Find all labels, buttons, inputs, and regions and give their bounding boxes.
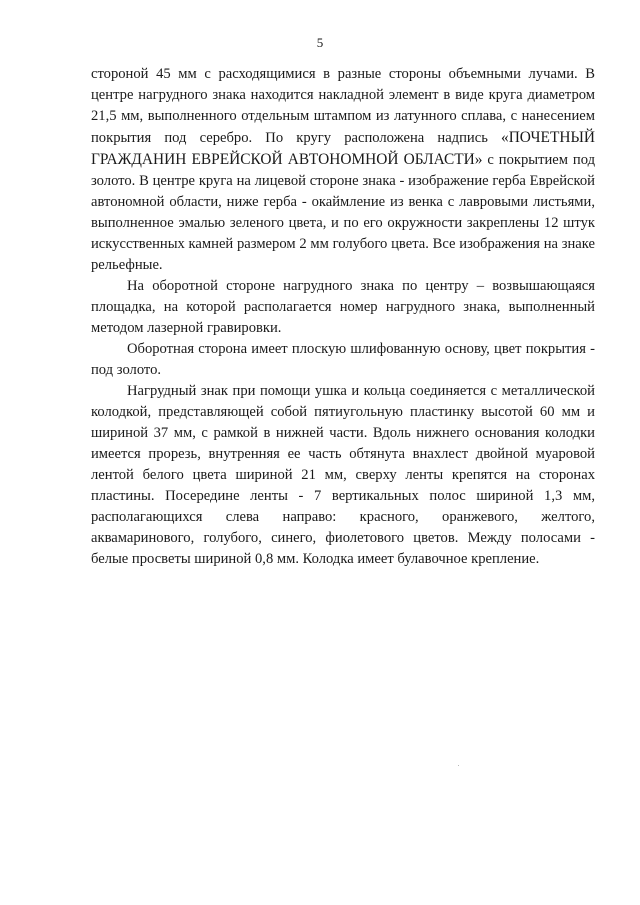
paragraph-reverse-finish: Оборотная сторона имеет плоскую шлифованную основу, цвет покрытия - под золото.: [91, 341, 595, 378]
document-body: [91, 64, 595, 570]
award-inscription: «ПОЧЕТНЫЙ ГРАЖДАНИН ЕВРЕЙСКОЙ АВТОНОМНОЙ ОБЛАСТИ»: [91, 129, 595, 168]
page-number: 5: [316, 35, 324, 50]
paragraph-ribbon-block: Нагрудный знак при помощи ушка и кольца соединяется с металлической колодкой, представляющей собой пятиугольную пластинку высотой 60 мм и шириной 37 мм, с рамкой в нижней части. Вдоль нижнего основания колодки имеется прорезь, внутренняя ее часть обтянута внахлест двойной муаровой лентой белого цвета шириной 21 мм, сверху ленты крепятся на сторонах пластины. Посередине ленты - 7 вертикальных полос шириной 1,3 мм, располагающихся слева направо: красного, оранжевого, желтого, аквамаринового, голубого, синего, фиолетового цветов. Между полосами - белые просветы шириной 0,8 мм. Колодка имеет булавочное крепление.: [91, 383, 595, 567]
paragraph-text: с покрытием под золото. В центре круга на лицевой стороне знака - изображение герба Еврейской автономной области, ниже герба - окаймление из венка с лавровыми листьями, выполненное эмалью зеленого цвета, и по его окружности закреплены 12 штук искусственных камней размером 2 мм голубого цвета. Все изображения на знаке рельефные.: [91, 152, 596, 273]
scan-speck: [458, 765, 459, 766]
paragraph-text: стороной 45 мм с расходящимися в разные стороны объемными лучами. В центре нагрудного знака находится накладной элемент в виде круга диаметром 21,5 мм, выполненного отдельным штампом из латунного сплава, с нанесением покрытия под серебро. По кругу расположена надпись: [91, 66, 595, 146]
paragraph-award-description: [91, 64, 595, 276]
paragraph-reverse-side: На оборотной стороне нагрудного знака по центру – возвышающаяся площадка, на которой располагается номер нагрудного знака, выполненный методом лазерной гравировки.: [91, 278, 595, 336]
